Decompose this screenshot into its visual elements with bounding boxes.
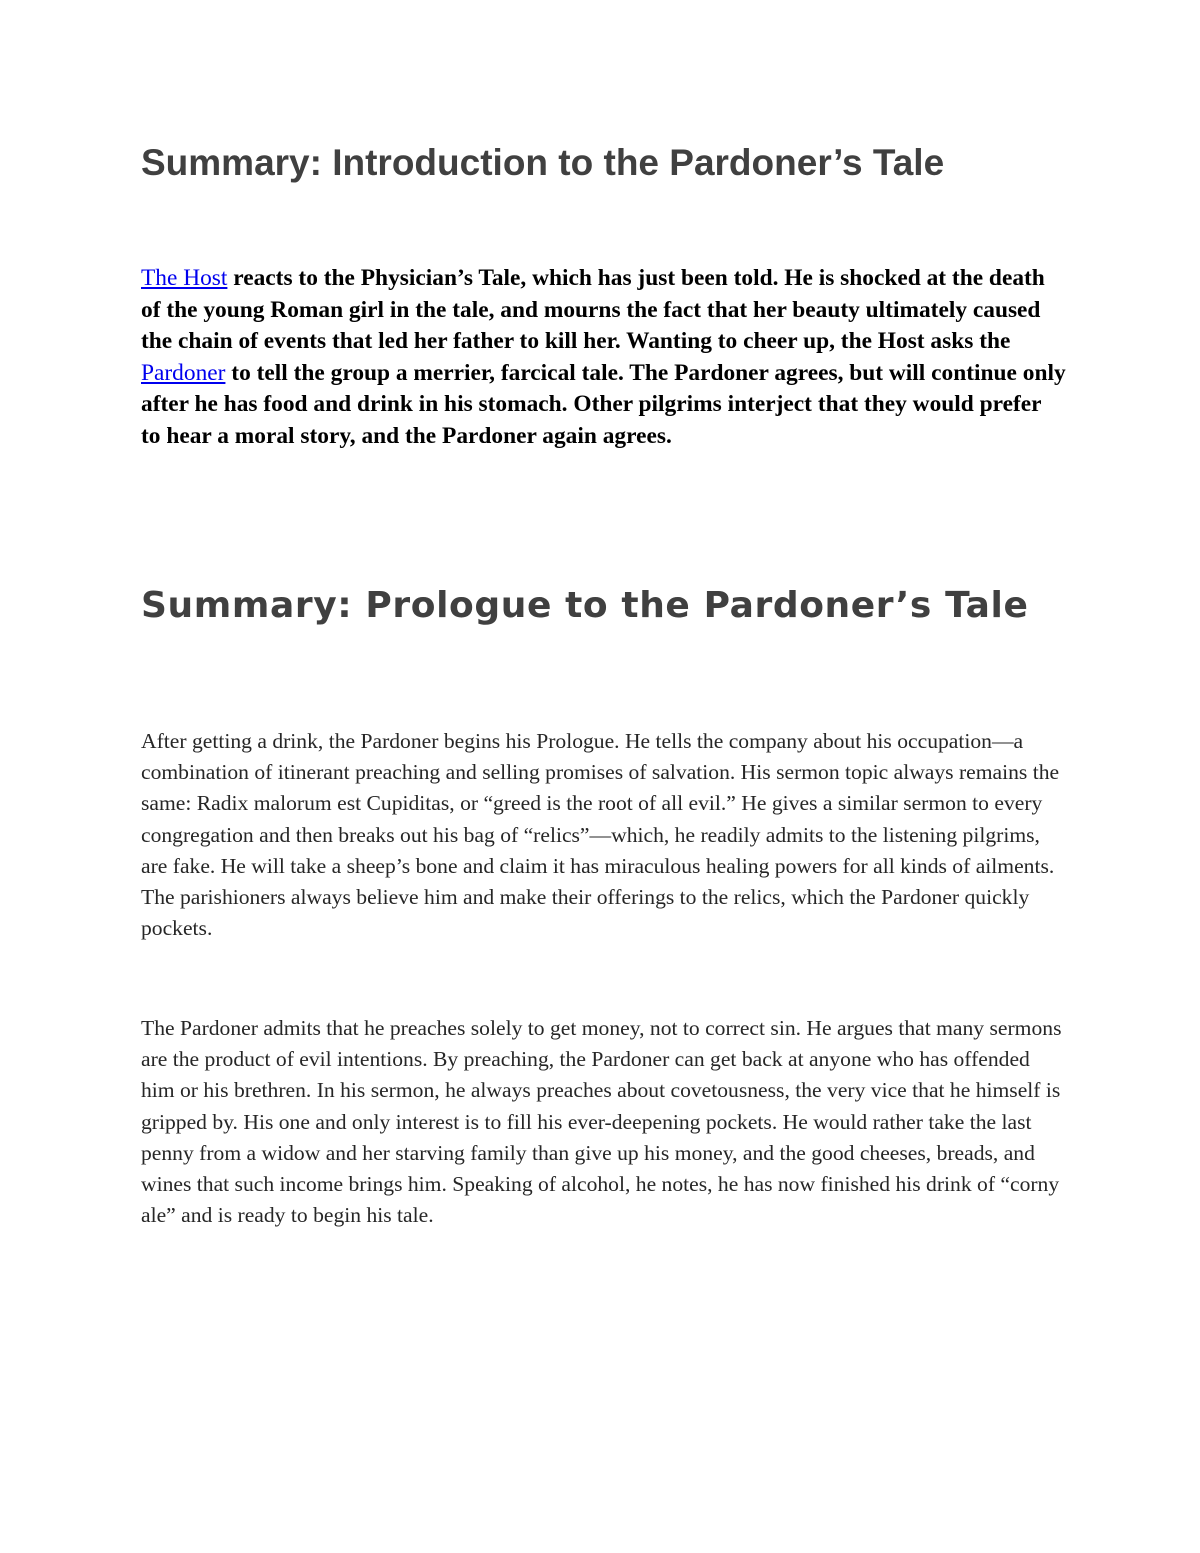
paragraph-introduction xyxy=(141,263,1066,452)
paragraph-prologue-1: After getting a drink, the Pardoner begins his Prologue. He tells the company about his occupation—a combination of itinerant preaching and selling promises of salvation. His sermon topic always remains the same: Radix malorum est Cupiditas, or “greed is the root of all evil.” He gives a similar sermon to every congregation and then breaks out his bag of “relics”—which, he readily admits to the listening pilgrims, are fake. He will take a sheep’s bone and claim it has miraculous healing powers for all kinds of ailments. The parishioners always believe him and make their offerings to the relics, which the Pardoner quickly pockets. xyxy=(141,729,1060,941)
paragraph-prologue-2: The Pardoner admits that he preaches solely to get money, not to correct sin. He argues that many sermons are the product of evil intentions. By preaching, the Pardoner can get back at anyone who has offended him or his brethren. In his sermon, he always preaches about covetousness, the very vice that he himself is gripped by. His one and only interest is to fill his ever-deepening pockets. He would rather take the last penny from a widow and her starving family than give up his money, and the good cheeses, breads, and wines that such income brings him. Speaking of alcohol, he notes, he has now finished his drink of “corny ale” and is ready to begin his tale. xyxy=(141,1016,1062,1228)
link-pardoner[interactable]: Pardoner xyxy=(141,359,226,386)
heading-prologue: Summary: Prologue to the Pardoner’s Tale xyxy=(141,585,1029,626)
heading-introduction: Summary: Introduction to the Pardoner’s Tale xyxy=(141,142,945,183)
link-the-host[interactable]: The Host xyxy=(141,265,228,291)
paragraph-introduction-text-b: to tell the group a merrier, farcical tale. The Pardoner agrees, but will continue only after he has food and drink in his stomach. Other pilgrims interject that they would prefer to hear a moral story, and the Pardoner again agrees. xyxy=(141,359,1066,449)
paragraph-introduction-text-a: reacts to the Physician’s Tale, which has just been told. He is shocked at the death of the young Roman girl in the tale, and mourns the fact that her beauty ultimately caused the chain of events that led her father to kill her. Wanting to cheer up, the Host asks the xyxy=(141,265,1045,354)
